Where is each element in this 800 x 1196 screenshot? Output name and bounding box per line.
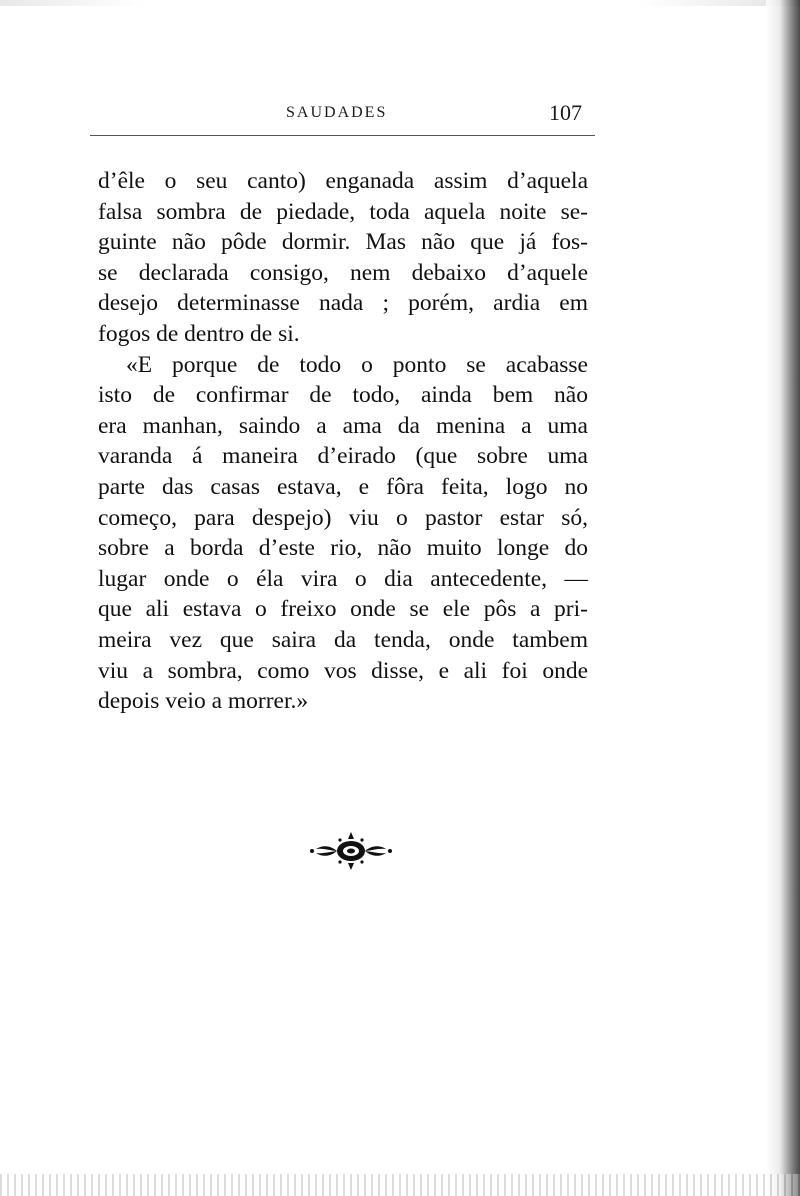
running-title: SAUDADES: [286, 104, 388, 121]
text-line: falsa sombra de piedade, toda aquela noite se-: [98, 198, 588, 225]
text-line: parte das casas estava, e fôra feita, logo no: [98, 473, 588, 500]
text-line: «E porque de todo o ponto se acabasse: [126, 351, 588, 378]
text-line: d’êle o seu canto) enganada assim d’aquela: [98, 168, 588, 194]
paragraph-1: [98, 166, 588, 350]
text-line: guinte não pôde dormir. Mas não que já fos-: [98, 229, 588, 256]
running-head: [100, 100, 592, 134]
paragraph-2: [98, 350, 588, 717]
page-number: 107: [549, 100, 582, 125]
scan-edge-right: [766, 0, 800, 1196]
text-line: desejo determinasse nada ; porém, ardia em: [98, 290, 588, 317]
text-line: viu a sombra, como vos disse, e ali foi onde: [98, 657, 588, 684]
scan-edge-top: [0, 0, 800, 6]
text-line: fogos de dentro de si.: [98, 320, 300, 347]
text-line: que ali estava o freixo onde se ele pôs a pri-: [98, 596, 588, 623]
text-line: depois veio a morrer.»: [98, 688, 309, 715]
fleuron-ornament-icon: [306, 828, 396, 874]
text-line: se declarada consigo, nem debaixo d’aquele: [98, 259, 588, 286]
text-line: varanda á maneira d’eirado (que sobre uma: [98, 443, 588, 470]
text-line: lugar onde o éla vira o dia antecedente, —: [98, 565, 588, 592]
text-line: começo, para despejo) viu o pastor estar só,: [98, 504, 588, 531]
body-text: [98, 166, 588, 717]
text-line: era manhan, saindo a ama da menina a uma: [98, 412, 588, 439]
header-rule: [90, 135, 595, 136]
scan-edge-bottom: [0, 1174, 800, 1196]
text-line: sobre a borda d’este rio, não muito longe do: [98, 535, 588, 562]
text-line: meira vez que saira da tenda, onde tambem: [98, 626, 588, 653]
text-line: isto de confirmar de todo, ainda bem não: [98, 382, 588, 409]
